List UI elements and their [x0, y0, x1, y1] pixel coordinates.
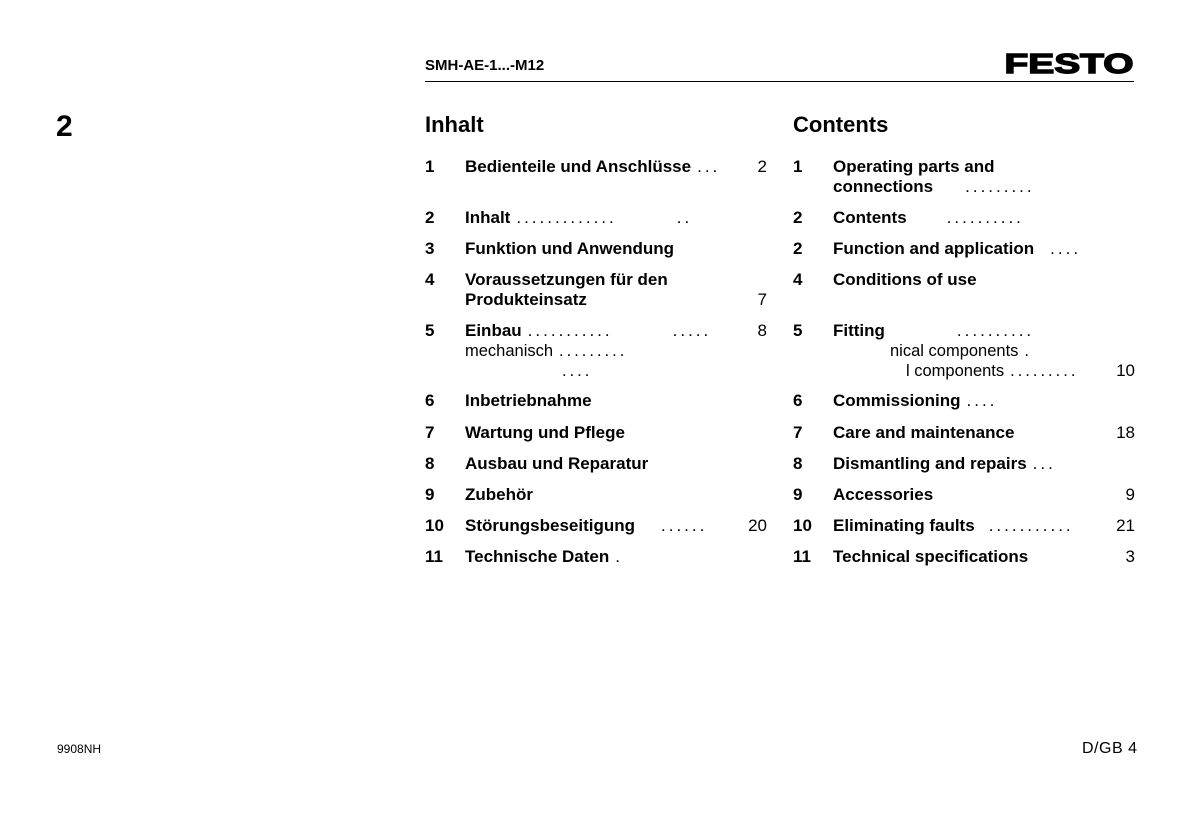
toc-entry-title [465, 157, 720, 177]
toc-leader-dots: . [1024, 342, 1033, 360]
toc-entry-english [793, 391, 1135, 411]
section-title-german: Inhalt [425, 112, 484, 137]
toc-entry-english [793, 239, 1135, 259]
toc-entry-text: Funktion und Anwendung [465, 239, 674, 258]
toc-entry-text: mechanisch [465, 342, 554, 360]
toc-entry-german [425, 516, 767, 536]
toc-entry-number: 4 [793, 270, 803, 289]
header-rule [425, 81, 1134, 82]
toc-entry-text: Operating parts and [833, 157, 995, 176]
toc-entry-german [425, 547, 767, 567]
toc-entry-text: Wartung und Pflege [465, 423, 625, 442]
toc-leader-dots: ... [697, 157, 721, 176]
toc-leader-dots: ... [1032, 454, 1056, 473]
toc-entry-number: 9 [793, 485, 803, 504]
toc-entry-title [833, 516, 1074, 536]
toc-leader-dots: ........... [527, 321, 613, 340]
toc-entry-title [465, 485, 533, 505]
toc-entry-title [833, 547, 1028, 567]
toc-subentry-title [890, 341, 1032, 361]
toc-page-number: 3 [1125, 547, 1135, 566]
toc-entry-number: 9 [425, 485, 435, 504]
toc-entry-german [425, 270, 767, 310]
toc-entry-german [425, 391, 767, 411]
toc-entry-title [833, 239, 1081, 259]
toc-entry-english [793, 485, 1135, 505]
toc-entry-text: Accessories [833, 485, 934, 504]
toc-entry-title [833, 208, 1024, 228]
toc-leader-dots: ............. [516, 208, 617, 227]
toc-entry-number: 6 [425, 391, 435, 410]
toc-entry-number: 1 [793, 157, 803, 176]
toc-entry-german [425, 423, 767, 443]
toc-entry-english [793, 208, 1135, 228]
toc-leader-dots: ........... [988, 516, 1074, 535]
toc-entry-title [465, 290, 587, 310]
toc-subentry-title [906, 361, 1078, 381]
toc-entry-text: l components [906, 362, 1005, 380]
toc-entry-english [793, 321, 1135, 381]
toc-entry-german [425, 485, 767, 505]
toc-entry-text: Ausbau und Reparatur [465, 454, 649, 473]
toc-entry-text: Technical specifications [833, 547, 1029, 566]
toc-page-number: 9 [1125, 485, 1135, 504]
toc-entry-text: Conditions of use [833, 270, 977, 289]
toc-page-number: 8 [757, 321, 767, 340]
toc-entry-title [465, 239, 674, 259]
toc-entry-text: Einbau [465, 321, 522, 340]
toc-entry-number: 11 [793, 547, 811, 566]
toc-entry-number: 6 [793, 391, 803, 410]
toc-entry-number: 11 [425, 547, 443, 566]
toc-page-number: 18 [1116, 423, 1135, 442]
toc-entry-number: 5 [793, 321, 803, 340]
document-title: SMH-AE-1...-M12 [425, 57, 545, 74]
toc-leader-dots: .... [966, 391, 998, 410]
toc-entry-number: 5 [425, 321, 435, 340]
toc-entry-text: Voraussetzungen für den [465, 270, 668, 289]
toc-entry-english [793, 157, 1135, 197]
toc-leader-dots: .... [562, 362, 593, 380]
toc-entry-title [833, 270, 977, 290]
toc-entry-number: 4 [425, 270, 435, 289]
toc-entry-title [833, 177, 1035, 197]
toc-entry-english [793, 423, 1135, 443]
toc-entry-title [833, 423, 1014, 443]
toc-entry-german [425, 454, 767, 474]
toc-page-number: 20 [748, 516, 767, 535]
toc-entry-text: Fitting [833, 321, 885, 340]
toc-entry-title [465, 321, 711, 341]
toc-entry-text: Zubehör [465, 485, 533, 504]
toc-leader-dots: ......... [1010, 362, 1079, 380]
toc-entry-german [425, 208, 767, 228]
toc-entry-title [833, 391, 997, 411]
toc-subentry-title [562, 361, 592, 381]
footer-language-page: D/GB 4 [1082, 740, 1138, 757]
toc-entry-number: 1 [425, 157, 435, 176]
toc-entry-title [833, 321, 1034, 341]
toc-leader-dots: .... [1050, 239, 1082, 258]
toc-page-number: 2 [757, 157, 767, 176]
toc-entry-text: Eliminating faults [833, 516, 975, 535]
toc-entry-number: 10 [793, 516, 812, 535]
toc-entry-title [833, 157, 995, 177]
toc-leader-dots: ......... [965, 177, 1035, 196]
toc-page-number: 10 [1116, 361, 1135, 380]
toc-entry-number: 7 [425, 423, 435, 442]
toc-entry-number: 8 [425, 454, 435, 473]
toc-entry-german [425, 239, 767, 259]
toc-entry-title [465, 454, 648, 474]
toc-entry-title [465, 423, 625, 443]
toc-entry-english [793, 516, 1135, 536]
toc-entry-number: 2 [793, 239, 803, 258]
toc-entry-text: Technische Daten [465, 547, 610, 566]
page-number: 2 [56, 110, 73, 143]
toc-entry-german [425, 321, 767, 381]
toc-entry-title [833, 454, 1056, 474]
festo-logo [1004, 51, 1135, 75]
toc-entry-title [465, 208, 692, 228]
toc-entry-english [793, 270, 1135, 290]
toc-entry-title [465, 391, 592, 411]
toc-entry-text: Produkteinsatz [465, 290, 587, 309]
toc-leader-dots: .......... [946, 208, 1024, 227]
festo-logo-text: FESTO [1004, 51, 1134, 75]
toc-entry-text: Bedienteile und Anschlüsse [465, 157, 692, 176]
toc-entry-number: 8 [793, 454, 803, 473]
toc-leader-dots: .. [676, 208, 693, 227]
toc-subentry-title [465, 341, 627, 361]
toc-entry-text: Contents [833, 208, 907, 227]
toc-entry-german [425, 157, 767, 177]
section-title-english: Contents [793, 112, 889, 137]
toc-entry-text: Störungsbeseitigung [465, 516, 635, 535]
toc-entry-number: 2 [425, 208, 435, 227]
toc-entry-text: Commissioning [833, 391, 961, 410]
toc-entry-text: connections [833, 177, 934, 196]
toc-leader-dots: ..... [672, 321, 712, 340]
toc-entry-title [465, 270, 668, 290]
toc-page-number: 21 [1116, 516, 1135, 535]
toc-entry-number: 2 [793, 208, 803, 227]
toc-leader-dots: . [615, 547, 623, 566]
toc-entry-text: Function and application [833, 239, 1035, 258]
toc-entry-text: Care and maintenance [833, 423, 1015, 442]
footer-code: 9908NH [57, 742, 102, 756]
toc-entry-text: Dismantling and repairs [833, 454, 1027, 473]
toc-entry-title [465, 547, 623, 567]
toc-leader-dots: ...... [661, 516, 708, 535]
toc-entry-text: nical components [890, 342, 1019, 360]
toc-entry-english [793, 547, 1135, 567]
toc-entry-text: Inbetriebnahme [465, 391, 592, 410]
toc-leader-dots: .......... [956, 321, 1035, 340]
toc-page-number: 7 [757, 290, 767, 309]
toc-leader-dots: ......... [559, 342, 628, 360]
toc-entry-number: 7 [793, 423, 803, 442]
toc-entry-title [833, 485, 933, 505]
toc-entry-title [465, 516, 707, 536]
toc-entry-number: 10 [425, 516, 444, 535]
toc-entry-number: 3 [425, 239, 435, 258]
toc-entry-english [793, 454, 1135, 474]
toc-entry-text: Inhalt [465, 208, 511, 227]
